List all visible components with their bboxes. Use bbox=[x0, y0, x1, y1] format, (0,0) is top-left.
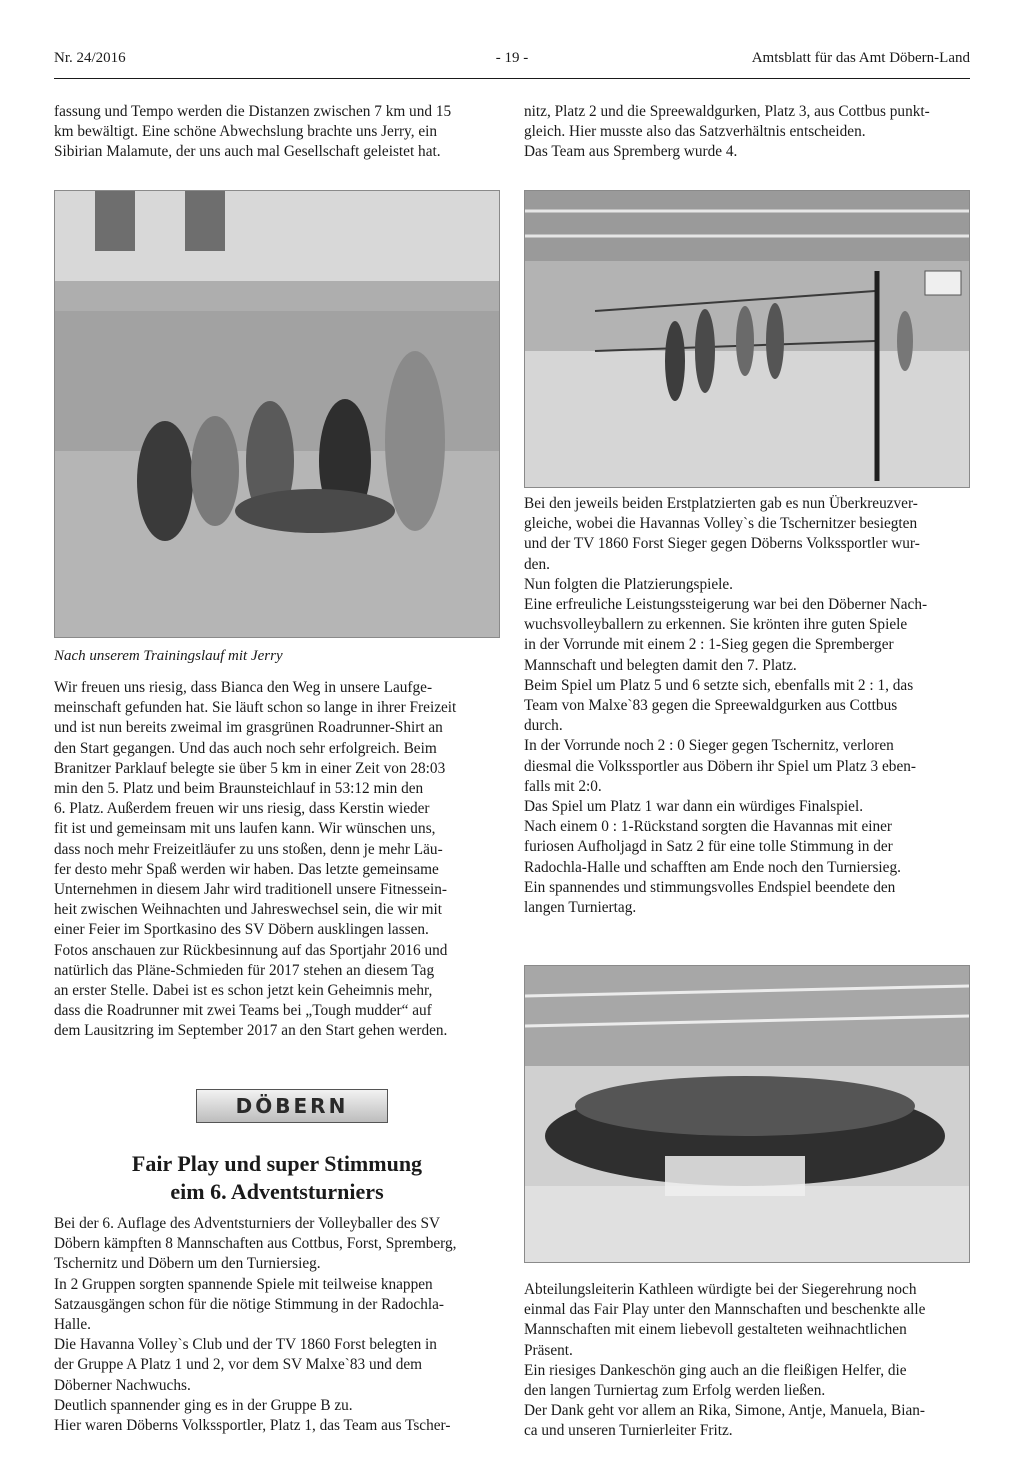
text-line: Satzausgängen schon für die nötige Stimmung in der Radochla- bbox=[54, 1295, 444, 1313]
issue-number: Nr. 24/2016 bbox=[54, 50, 126, 66]
text-line: an erster Stelle. Dabei ist es schon jetzt kein Geheimnis mehr, bbox=[54, 982, 433, 1000]
text-line: Eine erfreuliche Leistungssteigerung war bei den Döberner Nach- bbox=[524, 596, 928, 614]
text-line: min den 5. Platz und beim Braunsteichlauf in 53:12 min den bbox=[54, 780, 424, 798]
text-line: heit zwischen Weihnachten und Jahreswechsel sein, die wir mit bbox=[54, 901, 443, 919]
text-line: falls mit 2:0. bbox=[524, 777, 602, 795]
text-line: Tschernitz und Döbern um den Turniersieg. bbox=[54, 1255, 321, 1273]
text-line: Nun folgten die Platzierungspiele. bbox=[524, 575, 734, 593]
text-line: Fotos anschauen zur Rückbesinnung auf das Sportjahr 2016 und bbox=[54, 941, 448, 959]
title-line: eim 6. Adventsturniers bbox=[170, 1179, 384, 1204]
text-line: Döberner Nachwuchs. bbox=[54, 1376, 191, 1394]
article-body-left bbox=[54, 1214, 500, 1436]
text-line: durch. bbox=[524, 717, 563, 735]
text-line: in der Vorrunde mit einem 2 : 1-Sieg gegen die Spremberger bbox=[524, 636, 894, 654]
text-line: meinschaft gefunden hat. Sie läuft schon so lange in ihrer Freizeit bbox=[54, 699, 457, 717]
text-line: Döbern kämpften 8 Mannschaften aus Cottbus, Forst, Spremberg, bbox=[54, 1235, 457, 1253]
text-line: einmal das Fair Play unter den Mannschaften und beschenkte alle bbox=[524, 1301, 926, 1319]
text-line: und der TV 1860 Forst Sieger gegen Döberns Volkssportler wur- bbox=[524, 535, 920, 553]
page-header bbox=[54, 50, 970, 72]
text-line: Die Havanna Volley`s Club und der TV 1860 Forst belegten in bbox=[54, 1336, 437, 1354]
text-line: fassung und Tempo werden die Distanzen zwischen 7 km und 15 bbox=[54, 103, 452, 120]
text-line: fit ist und gemeinsam mit uns laufen kann. Wir wünschen uns, bbox=[54, 820, 436, 838]
text-line: Der Dank geht vor allem an Rika, Simone, Antje, Manuela, Bian- bbox=[524, 1402, 926, 1420]
text-line: Beim Spiel um Platz 5 und 6 setzte sich, ebenfalls mit 2 : 1, das bbox=[524, 676, 914, 694]
text-line: Bei der 6. Auflage des Adventsturniers der Volleyballer des SV bbox=[54, 1215, 441, 1232]
left-intro-text bbox=[54, 102, 500, 163]
photo-caption: Nach unserem Trainingslauf mit Jerry bbox=[54, 648, 283, 664]
text-line: Sibirian Malamute, der uns auch mal Gesellschaft geleistet hat. bbox=[54, 143, 441, 161]
text-line: wuchsvolleyballern zu erkennen. Sie krönten ihre guten Spiele bbox=[524, 616, 908, 634]
text-line: langen Turniertag. bbox=[524, 899, 637, 917]
text-line: den. bbox=[524, 555, 550, 573]
text-line: furiosen Aufholjagd in Satz 2 für eine tolle Stimmung in der bbox=[524, 838, 893, 856]
article-title bbox=[54, 1150, 500, 1206]
text-line: dass die Roadrunner mit zwei Teams bei „Tough mudder“ auf bbox=[54, 1002, 432, 1020]
text-line: den langen Turniertag zum Erfolg werden ließen. bbox=[524, 1382, 826, 1400]
text-line: und ist nun bereits zweimal im grasgrünen Roadrunner-Shirt an bbox=[54, 719, 443, 737]
text-line: Hier waren Döberns Volkssportler, Platz 1, das Team aus Tscher- bbox=[54, 1417, 451, 1435]
right-intro-text bbox=[524, 102, 970, 163]
text-line: Nach einem 0 : 1-Rückstand sorgten die Havannas mit einer bbox=[524, 818, 893, 836]
text-line: einer Feier im Sportkasino des SV Döbern ausklingen lassen. bbox=[54, 921, 429, 939]
text-line: Das Spiel um Platz 1 war dann ein würdiges Finalspiel. bbox=[524, 798, 864, 816]
text-line: diesmal die Volkssportler aus Döbern ihr Spiel um Platz 3 eben- bbox=[524, 757, 916, 775]
header-rule bbox=[54, 78, 970, 79]
page-number: - 19 - bbox=[495, 50, 529, 66]
text-line: In 2 Gruppen sorgten spannende Spiele mit teilweise knappen bbox=[54, 1275, 433, 1293]
text-line: Unternehmen in diesem Jahr wird traditionell unsere Fitnessein- bbox=[54, 881, 447, 899]
text-line: fer desto mehr Spaß werden wir haben. Das letzte gemeinsame bbox=[54, 860, 439, 878]
logo-text: DÖBERN bbox=[235, 1094, 349, 1118]
text-line: Wir freuen uns riesig, dass Bianca den Weg in unsere Laufge- bbox=[54, 679, 433, 696]
text-line: ca und unseren Turnierleiter Fritz. bbox=[524, 1422, 733, 1440]
text-line: Deutlich spannender ging es in der Gruppe B zu. bbox=[54, 1396, 353, 1414]
text-line: Bei den jeweils beiden Erstplatzierten gab es nun Überkreuzver- bbox=[524, 495, 918, 512]
text-line: Branitzer Parklauf belegte sie über 5 km in einer Zeit von 28:03 bbox=[54, 759, 446, 777]
text-line: natürlich das Pläne-Schmieden für 2017 stehen an diesem Tag bbox=[54, 961, 435, 979]
right-middle-text bbox=[524, 494, 970, 918]
text-line: nitz, Platz 2 und die Spreewaldgurken, Platz 3, aus Cottbus punkt- bbox=[524, 103, 930, 120]
text-line: gleiche, wobei die Havannas Volley`s die Tschernitzer besiegten bbox=[524, 515, 918, 533]
text-line: Abteilungsleiterin Kathleen würdigte bei der Siegerehrung noch bbox=[524, 1281, 917, 1298]
text-line: Ein riesiges Dankeschön ging auch an die fleißigen Helfer, die bbox=[524, 1361, 907, 1379]
text-line: Halle. bbox=[54, 1316, 91, 1334]
text-line: Radochla-Halle und schafften am Ende noch den Turniersieg. bbox=[524, 858, 901, 876]
text-line: Ein spannendes und stimmungsvolles Endspiel beendete den bbox=[524, 878, 896, 896]
text-line: der Gruppe A Platz 1 und 2, vor dem SV Malxe`83 und dem bbox=[54, 1356, 423, 1374]
text-line: Das Team aus Spremberg wurde 4. bbox=[524, 143, 738, 161]
text-line: Mannschaften mit einem liebevoll gestalteten weihnachtlichen bbox=[524, 1321, 907, 1339]
text-line: Mannschaft und belegten damit den 7. Platz. bbox=[524, 656, 797, 674]
right-closing-text bbox=[524, 1280, 970, 1442]
text-line: dass noch mehr Freizeitläufer zu uns stoßen, denn je mehr Läu- bbox=[54, 840, 443, 858]
text-line: gleich. Hier musste also das Satzverhältnis entscheiden. bbox=[524, 123, 866, 141]
volleyball-match-photo bbox=[524, 190, 970, 488]
text-line: In der Vorrunde noch 2 : 0 Sieger gegen Tschernitz, verloren bbox=[524, 737, 894, 755]
running-group-photo bbox=[54, 190, 500, 638]
text-line: Präsent. bbox=[524, 1341, 573, 1359]
publication-title: Amtsblatt für das Amt Döbern-Land bbox=[751, 50, 970, 66]
text-line: dem Lausitzring im September 2017 an den Start gehen werden. bbox=[54, 1022, 448, 1040]
left-body-text bbox=[54, 678, 500, 1042]
text-line: Team von Malxe`83 gegen die Spreewaldgurken aus Cottbus bbox=[524, 697, 898, 715]
tournament-group-photo bbox=[524, 965, 970, 1263]
title-line: Fair Play und super Stimmung bbox=[131, 1151, 423, 1176]
doebern-logo bbox=[196, 1089, 388, 1123]
text-line: den Start gegangen. Und das auch noch sehr erfolgreich. Beim bbox=[54, 739, 437, 757]
text-line: 6. Platz. Außerdem freuen wir uns riesig, dass Kerstin wieder bbox=[54, 800, 430, 818]
text-line: km bewältigt. Eine schöne Abwechslung brachte uns Jerry, ein bbox=[54, 123, 438, 141]
